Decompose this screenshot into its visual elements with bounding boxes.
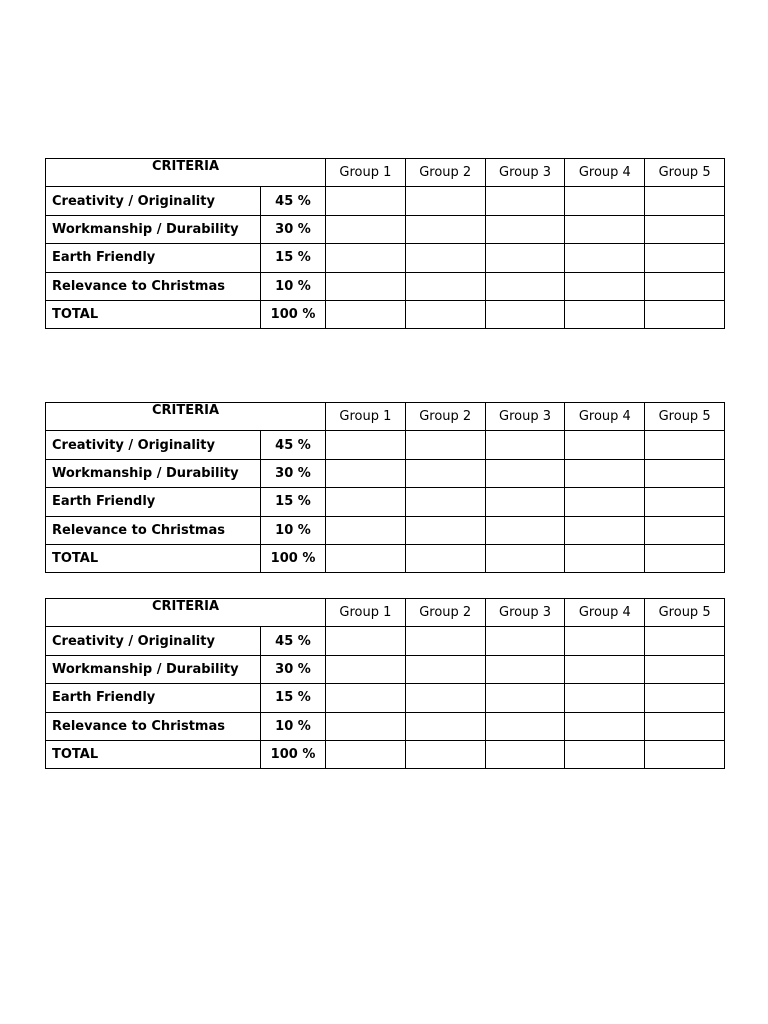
score-cell-group-5[interactable]	[645, 459, 725, 487]
criterion-name: Creativity / Originality	[46, 187, 261, 215]
score-cell-group-3[interactable]	[485, 516, 565, 544]
criterion-name: Relevance to Christmas	[46, 272, 261, 300]
score-cell-group-5[interactable]	[645, 272, 725, 300]
group-1-header: Group 1	[326, 403, 406, 431]
score-cell-group-5[interactable]	[645, 431, 725, 459]
score-cell-group-3[interactable]	[485, 459, 565, 487]
score-cell-group-2[interactable]	[405, 459, 485, 487]
score-cell-group-3[interactable]	[485, 244, 565, 272]
criterion-weight: 30 %	[261, 459, 326, 487]
score-cell-group-4[interactable]	[565, 655, 645, 683]
score-cell-group-4[interactable]	[565, 712, 645, 740]
rubric-table-1	[45, 158, 725, 329]
criterion-name: Earth Friendly	[46, 244, 261, 272]
score-cell-group-4[interactable]	[565, 488, 645, 516]
score-cell-group-2[interactable]	[405, 712, 485, 740]
score-cell-group-5[interactable]	[645, 488, 725, 516]
score-cell-group-3[interactable]	[485, 627, 565, 655]
criterion-name: Relevance to Christmas	[46, 712, 261, 740]
group-5-header: Group 5	[645, 403, 725, 431]
total-cell-group-2[interactable]	[405, 740, 485, 768]
score-cell-group-2[interactable]	[405, 627, 485, 655]
score-cell-group-4[interactable]	[565, 431, 645, 459]
score-cell-group-4[interactable]	[565, 272, 645, 300]
total-cell-group-5[interactable]	[645, 544, 725, 572]
score-cell-group-1[interactable]	[326, 712, 406, 740]
score-cell-group-5[interactable]	[645, 244, 725, 272]
criterion-name: Workmanship / Durability	[46, 459, 261, 487]
header-row	[46, 403, 725, 431]
group-5-header: Group 5	[645, 159, 725, 187]
score-cell-group-5[interactable]	[645, 712, 725, 740]
group-2-header: Group 2	[405, 403, 485, 431]
score-cell-group-1[interactable]	[326, 215, 406, 243]
score-cell-group-1[interactable]	[326, 431, 406, 459]
score-cell-group-2[interactable]	[405, 272, 485, 300]
group-2-header: Group 2	[405, 159, 485, 187]
criterion-row	[46, 712, 725, 740]
score-cell-group-5[interactable]	[645, 516, 725, 544]
criterion-name: Relevance to Christmas	[46, 516, 261, 544]
criterion-row	[46, 459, 725, 487]
score-cell-group-4[interactable]	[565, 215, 645, 243]
group-4-header: Group 4	[565, 403, 645, 431]
criteria-header: CRITERIA	[46, 403, 326, 431]
score-cell-group-1[interactable]	[326, 272, 406, 300]
criterion-row	[46, 516, 725, 544]
criterion-name: Earth Friendly	[46, 684, 261, 712]
criterion-row	[46, 244, 725, 272]
criterion-row	[46, 488, 725, 516]
total-cell-group-2[interactable]	[405, 544, 485, 572]
score-cell-group-2[interactable]	[405, 684, 485, 712]
score-cell-group-2[interactable]	[405, 488, 485, 516]
score-cell-group-3[interactable]	[485, 215, 565, 243]
group-1-header: Group 1	[326, 159, 406, 187]
score-cell-group-1[interactable]	[326, 244, 406, 272]
criterion-row	[46, 684, 725, 712]
criterion-row	[46, 627, 725, 655]
score-cell-group-3[interactable]	[485, 272, 565, 300]
score-cell-group-4[interactable]	[565, 516, 645, 544]
total-cell-group-3[interactable]	[485, 544, 565, 572]
score-cell-group-4[interactable]	[565, 187, 645, 215]
score-cell-group-3[interactable]	[485, 431, 565, 459]
score-cell-group-4[interactable]	[565, 684, 645, 712]
total-cell-group-5[interactable]	[645, 300, 725, 328]
total-cell-group-3[interactable]	[485, 300, 565, 328]
criterion-weight: 30 %	[261, 215, 326, 243]
score-cell-group-5[interactable]	[645, 215, 725, 243]
total-weight: 100 %	[261, 544, 326, 572]
score-cell-group-2[interactable]	[405, 655, 485, 683]
score-cell-group-5[interactable]	[645, 655, 725, 683]
total-weight: 100 %	[261, 740, 326, 768]
criteria-header: CRITERIA	[46, 159, 326, 187]
criterion-row	[46, 272, 725, 300]
group-3-header: Group 3	[485, 159, 565, 187]
header-row	[46, 159, 725, 187]
group-4-header: Group 4	[565, 159, 645, 187]
total-cell-group-4[interactable]	[565, 740, 645, 768]
total-label: TOTAL	[46, 544, 261, 572]
group-3-header: Group 3	[485, 403, 565, 431]
score-cell-group-4[interactable]	[565, 627, 645, 655]
score-cell-group-3[interactable]	[485, 684, 565, 712]
criterion-weight: 10 %	[261, 272, 326, 300]
score-cell-group-2[interactable]	[405, 431, 485, 459]
score-cell-group-5[interactable]	[645, 684, 725, 712]
score-cell-group-1[interactable]	[326, 459, 406, 487]
score-cell-group-3[interactable]	[485, 712, 565, 740]
total-label: TOTAL	[46, 740, 261, 768]
score-cell-group-2[interactable]	[405, 187, 485, 215]
score-cell-group-1[interactable]	[326, 516, 406, 544]
total-row	[46, 544, 725, 572]
rubric-table-3	[45, 598, 725, 769]
criterion-weight: 45 %	[261, 627, 326, 655]
score-cell-group-2[interactable]	[405, 215, 485, 243]
header-row	[46, 599, 725, 627]
rubric-table-2	[45, 402, 725, 573]
total-cell-group-1[interactable]	[326, 740, 406, 768]
group-2-header: Group 2	[405, 599, 485, 627]
score-cell-group-1[interactable]	[326, 488, 406, 516]
total-cell-group-1[interactable]	[326, 544, 406, 572]
criterion-weight: 15 %	[261, 684, 326, 712]
total-cell-group-1[interactable]	[326, 300, 406, 328]
total-cell-group-4[interactable]	[565, 544, 645, 572]
total-cell-group-5[interactable]	[645, 740, 725, 768]
criterion-weight: 45 %	[261, 187, 326, 215]
score-cell-group-4[interactable]	[565, 459, 645, 487]
criterion-row	[46, 431, 725, 459]
total-weight: 100 %	[261, 300, 326, 328]
criterion-weight: 15 %	[261, 488, 326, 516]
score-cell-group-5[interactable]	[645, 187, 725, 215]
criterion-name: Workmanship / Durability	[46, 655, 261, 683]
group-3-header: Group 3	[485, 599, 565, 627]
criterion-weight: 30 %	[261, 655, 326, 683]
criterion-row	[46, 215, 725, 243]
score-cell-group-4[interactable]	[565, 244, 645, 272]
total-cell-group-3[interactable]	[485, 740, 565, 768]
total-row	[46, 300, 725, 328]
criterion-name: Earth Friendly	[46, 488, 261, 516]
score-cell-group-2[interactable]	[405, 516, 485, 544]
score-cell-group-1[interactable]	[326, 684, 406, 712]
criterion-weight: 10 %	[261, 516, 326, 544]
criterion-weight: 10 %	[261, 712, 326, 740]
criterion-row	[46, 655, 725, 683]
total-cell-group-2[interactable]	[405, 300, 485, 328]
score-cell-group-3[interactable]	[485, 488, 565, 516]
score-cell-group-3[interactable]	[485, 187, 565, 215]
criteria-header: CRITERIA	[46, 599, 326, 627]
score-cell-group-2[interactable]	[405, 244, 485, 272]
criterion-weight: 15 %	[261, 244, 326, 272]
criterion-row	[46, 187, 725, 215]
score-cell-group-1[interactable]	[326, 655, 406, 683]
total-cell-group-4[interactable]	[565, 300, 645, 328]
group-5-header: Group 5	[645, 599, 725, 627]
group-4-header: Group 4	[565, 599, 645, 627]
criterion-name: Creativity / Originality	[46, 431, 261, 459]
criterion-weight: 45 %	[261, 431, 326, 459]
total-row	[46, 740, 725, 768]
group-1-header: Group 1	[326, 599, 406, 627]
criterion-name: Workmanship / Durability	[46, 215, 261, 243]
score-cell-group-1[interactable]	[326, 187, 406, 215]
score-cell-group-5[interactable]	[645, 627, 725, 655]
total-label: TOTAL	[46, 300, 261, 328]
criterion-name: Creativity / Originality	[46, 627, 261, 655]
score-cell-group-1[interactable]	[326, 627, 406, 655]
score-cell-group-3[interactable]	[485, 655, 565, 683]
